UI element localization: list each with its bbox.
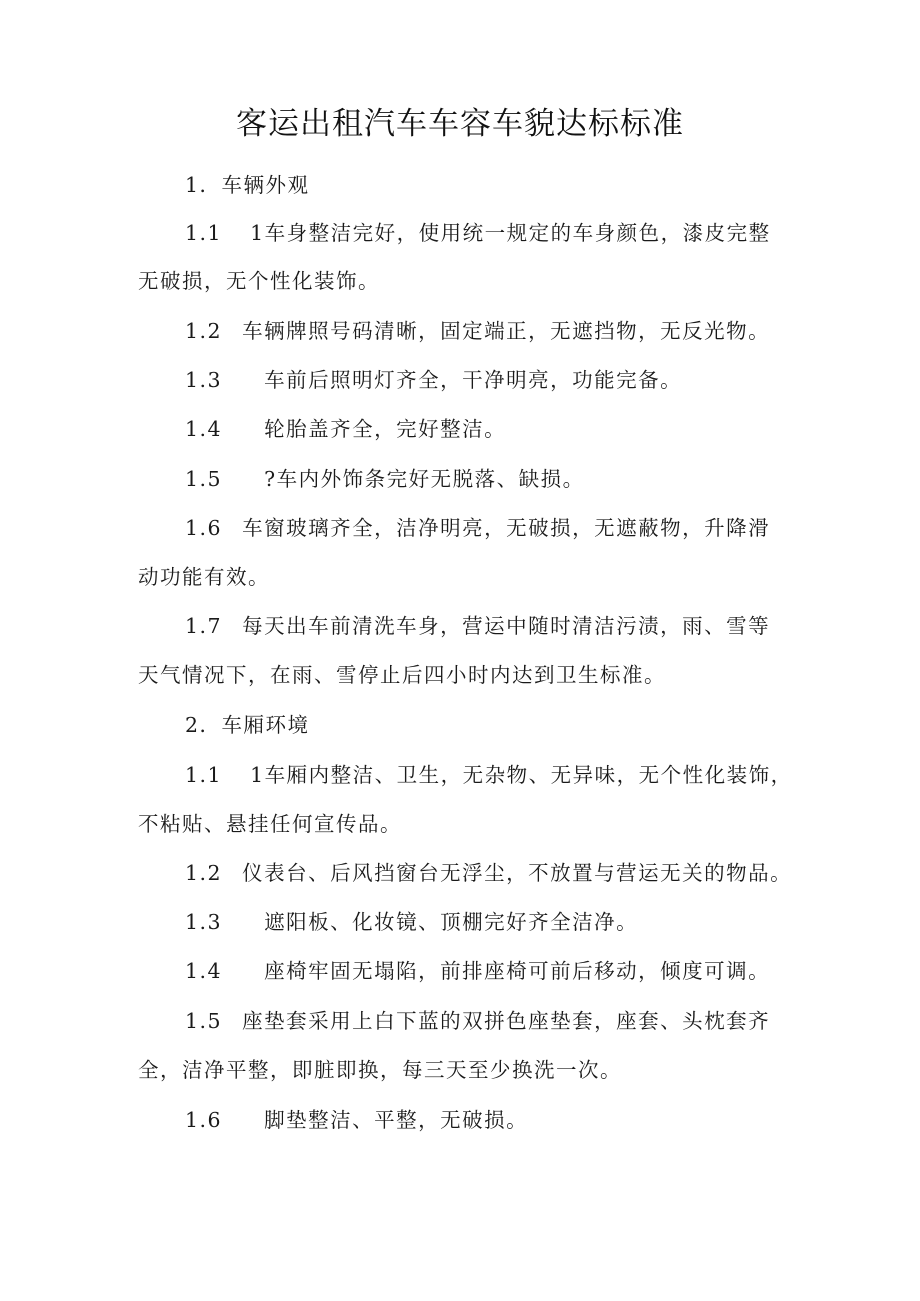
item-text: 车辆牌照号码清晰，固定端正，无遮挡物，无反光物。 bbox=[242, 319, 771, 343]
item-text: 1车身整洁完好，使用统一规定的车身颜色，漆皮完整 bbox=[250, 221, 771, 245]
item-number: 1.5 bbox=[185, 1009, 223, 1033]
item-text: 脚垫整洁、平整，无破损。 bbox=[264, 1108, 529, 1132]
item-number: 1.4 bbox=[185, 417, 223, 441]
page-title: 客运出租汽车车容车貌达标标准 bbox=[236, 106, 684, 142]
item-1-5 bbox=[185, 464, 585, 494]
item-text: 座垫套采用上白下蓝的双拼色座垫套，座套、头枕套齐 bbox=[242, 1009, 771, 1033]
item-number: 1.6 bbox=[185, 516, 223, 540]
item-2-5-continued: 全，洁净平整，即脏即换，每三天至少换洗一次。 bbox=[138, 1058, 622, 1082]
item-text: 遮阳板、化妆镜、顶棚完好齐全洁净。 bbox=[264, 910, 639, 934]
item-1-4 bbox=[185, 414, 506, 444]
item-1-6-continued: 动功能有效。 bbox=[138, 565, 270, 589]
item-2-6 bbox=[185, 1105, 528, 1135]
item-1-1-continued: 无破损，无个性化装饰。 bbox=[138, 269, 380, 293]
item-text: 每天出车前清洗车身，营运中随时清洁污渍，雨、雪等 bbox=[242, 614, 771, 638]
item-2-1 bbox=[185, 760, 793, 790]
item-1-3 bbox=[185, 365, 682, 395]
item-number: 1.1 bbox=[185, 221, 223, 245]
item-2-1-continued: 不粘贴、悬挂任何宣传品。 bbox=[138, 812, 402, 836]
item-number: 1.7 bbox=[185, 614, 223, 638]
item-text: 仪表台、后风挡窗台无浮尘，不放置与营运无关的物品。 bbox=[242, 861, 793, 885]
item-number: 1.5 bbox=[185, 467, 223, 491]
item-1-7 bbox=[185, 611, 770, 641]
item-2-5 bbox=[185, 1006, 770, 1036]
item-text: 1车厢内整洁、卫生，无杂物、无异味，无个性化装饰， bbox=[250, 763, 793, 787]
item-2-4 bbox=[185, 956, 770, 986]
item-number: 1.1 bbox=[185, 763, 223, 787]
item-1-7-continued: 天气情况下，在雨、雪停止后四小时内达到卫生标准。 bbox=[138, 663, 666, 687]
item-number: 1.2 bbox=[185, 319, 223, 343]
section-heading-cabin-environment: 2．车厢环境 bbox=[185, 713, 310, 737]
item-1-2 bbox=[185, 316, 770, 346]
item-number: 1.3 bbox=[185, 368, 223, 392]
item-2-3 bbox=[185, 907, 638, 937]
item-1-1 bbox=[185, 218, 771, 248]
item-number: 1.3 bbox=[185, 910, 223, 934]
item-text: 车前后照明灯齐全，干净明亮，功能完备。 bbox=[264, 368, 683, 392]
item-2-2 bbox=[185, 858, 792, 888]
item-number: 1.6 bbox=[185, 1108, 223, 1132]
item-1-6 bbox=[185, 513, 770, 543]
item-text: 座椅牢固无塌陷，前排座椅可前后移动，倾度可调。 bbox=[264, 959, 771, 983]
section-heading-vehicle-exterior: 1．车辆外观 bbox=[185, 173, 310, 197]
item-text: 轮胎盖齐全，完好整洁。 bbox=[264, 417, 507, 441]
item-text: ?车内外饰条完好无脱落、缺损。 bbox=[264, 467, 585, 491]
item-number: 1.4 bbox=[185, 959, 223, 983]
item-text: 车窗玻璃齐全，洁净明亮，无破损，无遮蔽物，升降滑 bbox=[242, 516, 771, 540]
item-number: 1.2 bbox=[185, 861, 223, 885]
